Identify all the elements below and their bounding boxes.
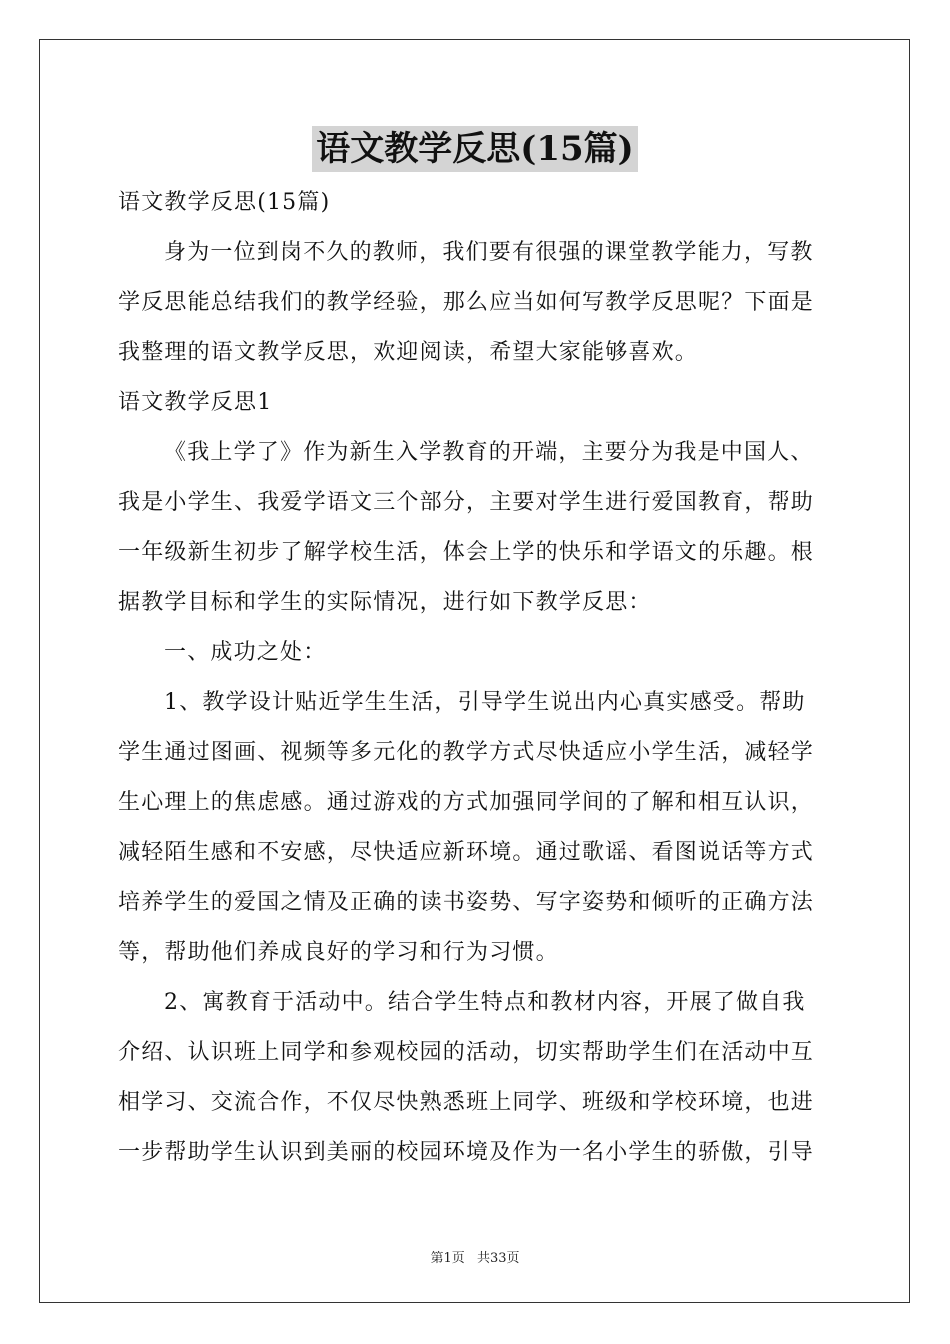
page-total: 共33页 bbox=[476, 1251, 520, 1266]
document-body bbox=[118, 178, 834, 1178]
paragraph-line: 减轻陌生感和不安感，尽快适应新环境。通过歌谣、看图说话等方式 bbox=[118, 840, 815, 865]
paragraph-line: 《我上学了》作为新生入学教育的开端，主要分为我是中国人、 bbox=[164, 440, 814, 465]
paragraph-line: 学反思能总结我们的教学经验，那么应当如何写教学反思呢？下面是 bbox=[118, 290, 815, 315]
title-wrap bbox=[0, 126, 950, 172]
paragraph-line: 培养学生的爱国之情及正确的读书姿势、写字姿势和倾听的正确方法 bbox=[118, 890, 815, 915]
page-number: 第1页 bbox=[430, 1251, 465, 1266]
paragraph-line: 学生通过图画、视频等多元化的教学方式尽快适应小学生活，减轻学 bbox=[118, 740, 815, 765]
paragraph-line: 据教学目标和学生的实际情况，进行如下教学反思： bbox=[118, 590, 652, 615]
subtitle: 语文教学反思(15篇) bbox=[118, 190, 331, 215]
section-heading: 语文教学反思1 bbox=[118, 390, 273, 415]
document-title: 语文教学反思(15篇) bbox=[312, 126, 638, 172]
paragraph-line: 1、教学设计贴近学生生活，引导学生说出内心真实感受。帮助 bbox=[164, 690, 806, 715]
paragraph-line: 我是小学生、我爱学语文三个部分，主要对学生进行爱国教育，帮助 bbox=[118, 490, 815, 515]
paragraph-line: 2、寓教育于活动中。结合学生特点和教材内容，开展了做自我 bbox=[164, 990, 806, 1015]
subsection-heading: 一、成功之处： bbox=[164, 640, 327, 665]
paragraph-line: 一步帮助学生认识到美丽的校园环境及作为一名小学生的骄傲，引导 bbox=[118, 1140, 815, 1165]
paragraph-line: 生心理上的焦虑感。通过游戏的方式加强同学间的了解和相互认识， bbox=[118, 790, 815, 815]
paragraph-line: 等，帮助他们养成良好的学习和行为习惯。 bbox=[118, 940, 559, 965]
paragraph-line: 介绍、认识班上同学和参观校园的活动，切实帮助学生们在活动中互 bbox=[118, 1040, 815, 1065]
paragraph-line: 一年级新生初步了解学校生活，体会上学的快乐和学语文的乐趣。根 bbox=[118, 540, 815, 565]
page-footer bbox=[0, 1247, 950, 1266]
paragraph-line: 身为一位到岗不久的教师，我们要有很强的课堂教学能力，写教 bbox=[164, 240, 814, 265]
paragraph-line: 我整理的语文教学反思，欢迎阅读，希望大家能够喜欢。 bbox=[118, 340, 699, 365]
paragraph-line: 相学习、交流合作，不仅尽快熟悉班上同学、班级和学校环境，也进 bbox=[118, 1090, 815, 1115]
